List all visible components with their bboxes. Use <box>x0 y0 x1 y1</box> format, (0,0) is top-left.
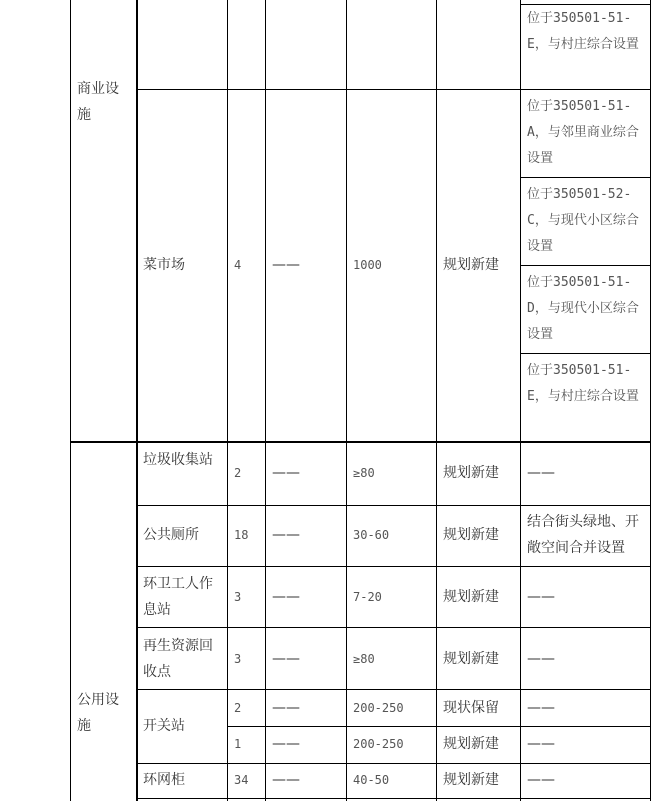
note-cell: 位于350501-51-E，与村庄综合设置 <box>527 11 639 52</box>
grid-line <box>227 0 228 801</box>
status-cell: 规划新建 <box>443 651 499 667</box>
col3-cell: —— <box>272 527 300 543</box>
item-name: 环网柜 <box>143 772 185 788</box>
grid-line <box>136 763 651 764</box>
grid-line <box>136 89 651 90</box>
col3-cell: —— <box>272 736 300 752</box>
status-cell: 规划新建 <box>443 772 499 788</box>
note-cell: —— <box>527 465 555 481</box>
grid-line <box>136 505 651 506</box>
grid-line <box>136 689 651 690</box>
item-name: 再生资源回收点 <box>143 638 213 680</box>
col3-cell: —— <box>272 257 300 273</box>
group-label-public-utility: 公用设施 <box>77 692 119 734</box>
col3-cell: —— <box>272 465 300 481</box>
status-cell: 规划新建 <box>443 527 499 543</box>
item-name: 垃圾收集站 <box>143 452 213 468</box>
area-cell: ≥80 <box>353 466 375 480</box>
item-name: 环卫工人作息站 <box>143 576 213 618</box>
grid-line <box>136 798 651 799</box>
grid-line <box>70 0 71 801</box>
count-cell: 4 <box>234 258 242 272</box>
grid-line <box>70 441 651 443</box>
grid-line <box>436 0 437 801</box>
grid-line <box>520 265 651 266</box>
status-cell: 规划新建 <box>443 736 499 752</box>
grid-line <box>650 0 651 801</box>
note-cell: —— <box>527 736 555 752</box>
note-cell: 结合街头绿地、开敞空间合并设置 <box>527 514 639 556</box>
grid-line <box>136 566 651 567</box>
group-label-commercial: 商业设施 <box>77 81 119 123</box>
count-cell: 3 <box>234 590 242 604</box>
grid-line <box>136 0 138 801</box>
grid-line <box>520 4 651 5</box>
area-cell: 40-50 <box>353 773 390 787</box>
note-cell: 位于350501-52-C，与现代小区综合设置 <box>527 187 639 254</box>
area-cell: 1000 <box>353 258 382 272</box>
grid-line <box>520 177 651 178</box>
area-cell: 30-60 <box>353 528 390 542</box>
note-cell: 位于350501-51-E，与村庄综合设置 <box>527 363 639 404</box>
grid-line <box>265 0 266 801</box>
note-cell: 位于350501-51-D，与现代小区综合设置 <box>527 275 639 342</box>
area-cell: 200-250 <box>353 737 404 751</box>
count-cell: 34 <box>234 773 249 787</box>
count-cell: 2 <box>234 701 242 715</box>
area-cell: 7-20 <box>353 590 382 604</box>
col3-cell: —— <box>272 772 300 788</box>
grid-line <box>136 627 651 628</box>
grid-line <box>227 726 651 727</box>
note-cell: 位于350501-51-A，与邻里商业综合设置 <box>527 99 639 166</box>
count-cell: 1 <box>234 737 242 751</box>
count-cell: 2 <box>234 466 242 480</box>
grid-line <box>520 353 651 354</box>
area-cell: 200-250 <box>353 701 404 715</box>
grid-line <box>520 0 521 801</box>
status-cell: 规划新建 <box>443 589 499 605</box>
note-cell: —— <box>527 589 555 605</box>
note-cell: —— <box>527 772 555 788</box>
col3-cell: —— <box>272 700 300 716</box>
col3-cell: —— <box>272 651 300 667</box>
note-cell: —— <box>527 651 555 667</box>
area-cell: ≥80 <box>353 652 375 666</box>
status-cell: 规划新建 <box>443 465 499 481</box>
grid-line <box>346 0 347 801</box>
item-name: 开关站 <box>143 718 185 734</box>
note-cell: —— <box>527 700 555 716</box>
item-name: 公共厕所 <box>143 527 199 543</box>
count-cell: 3 <box>234 652 242 666</box>
item-name: 菜市场 <box>143 257 185 273</box>
count-cell: 18 <box>234 528 249 542</box>
status-cell: 现状保留 <box>443 700 499 716</box>
status-cell: 规划新建 <box>443 257 499 273</box>
col3-cell: —— <box>272 589 300 605</box>
